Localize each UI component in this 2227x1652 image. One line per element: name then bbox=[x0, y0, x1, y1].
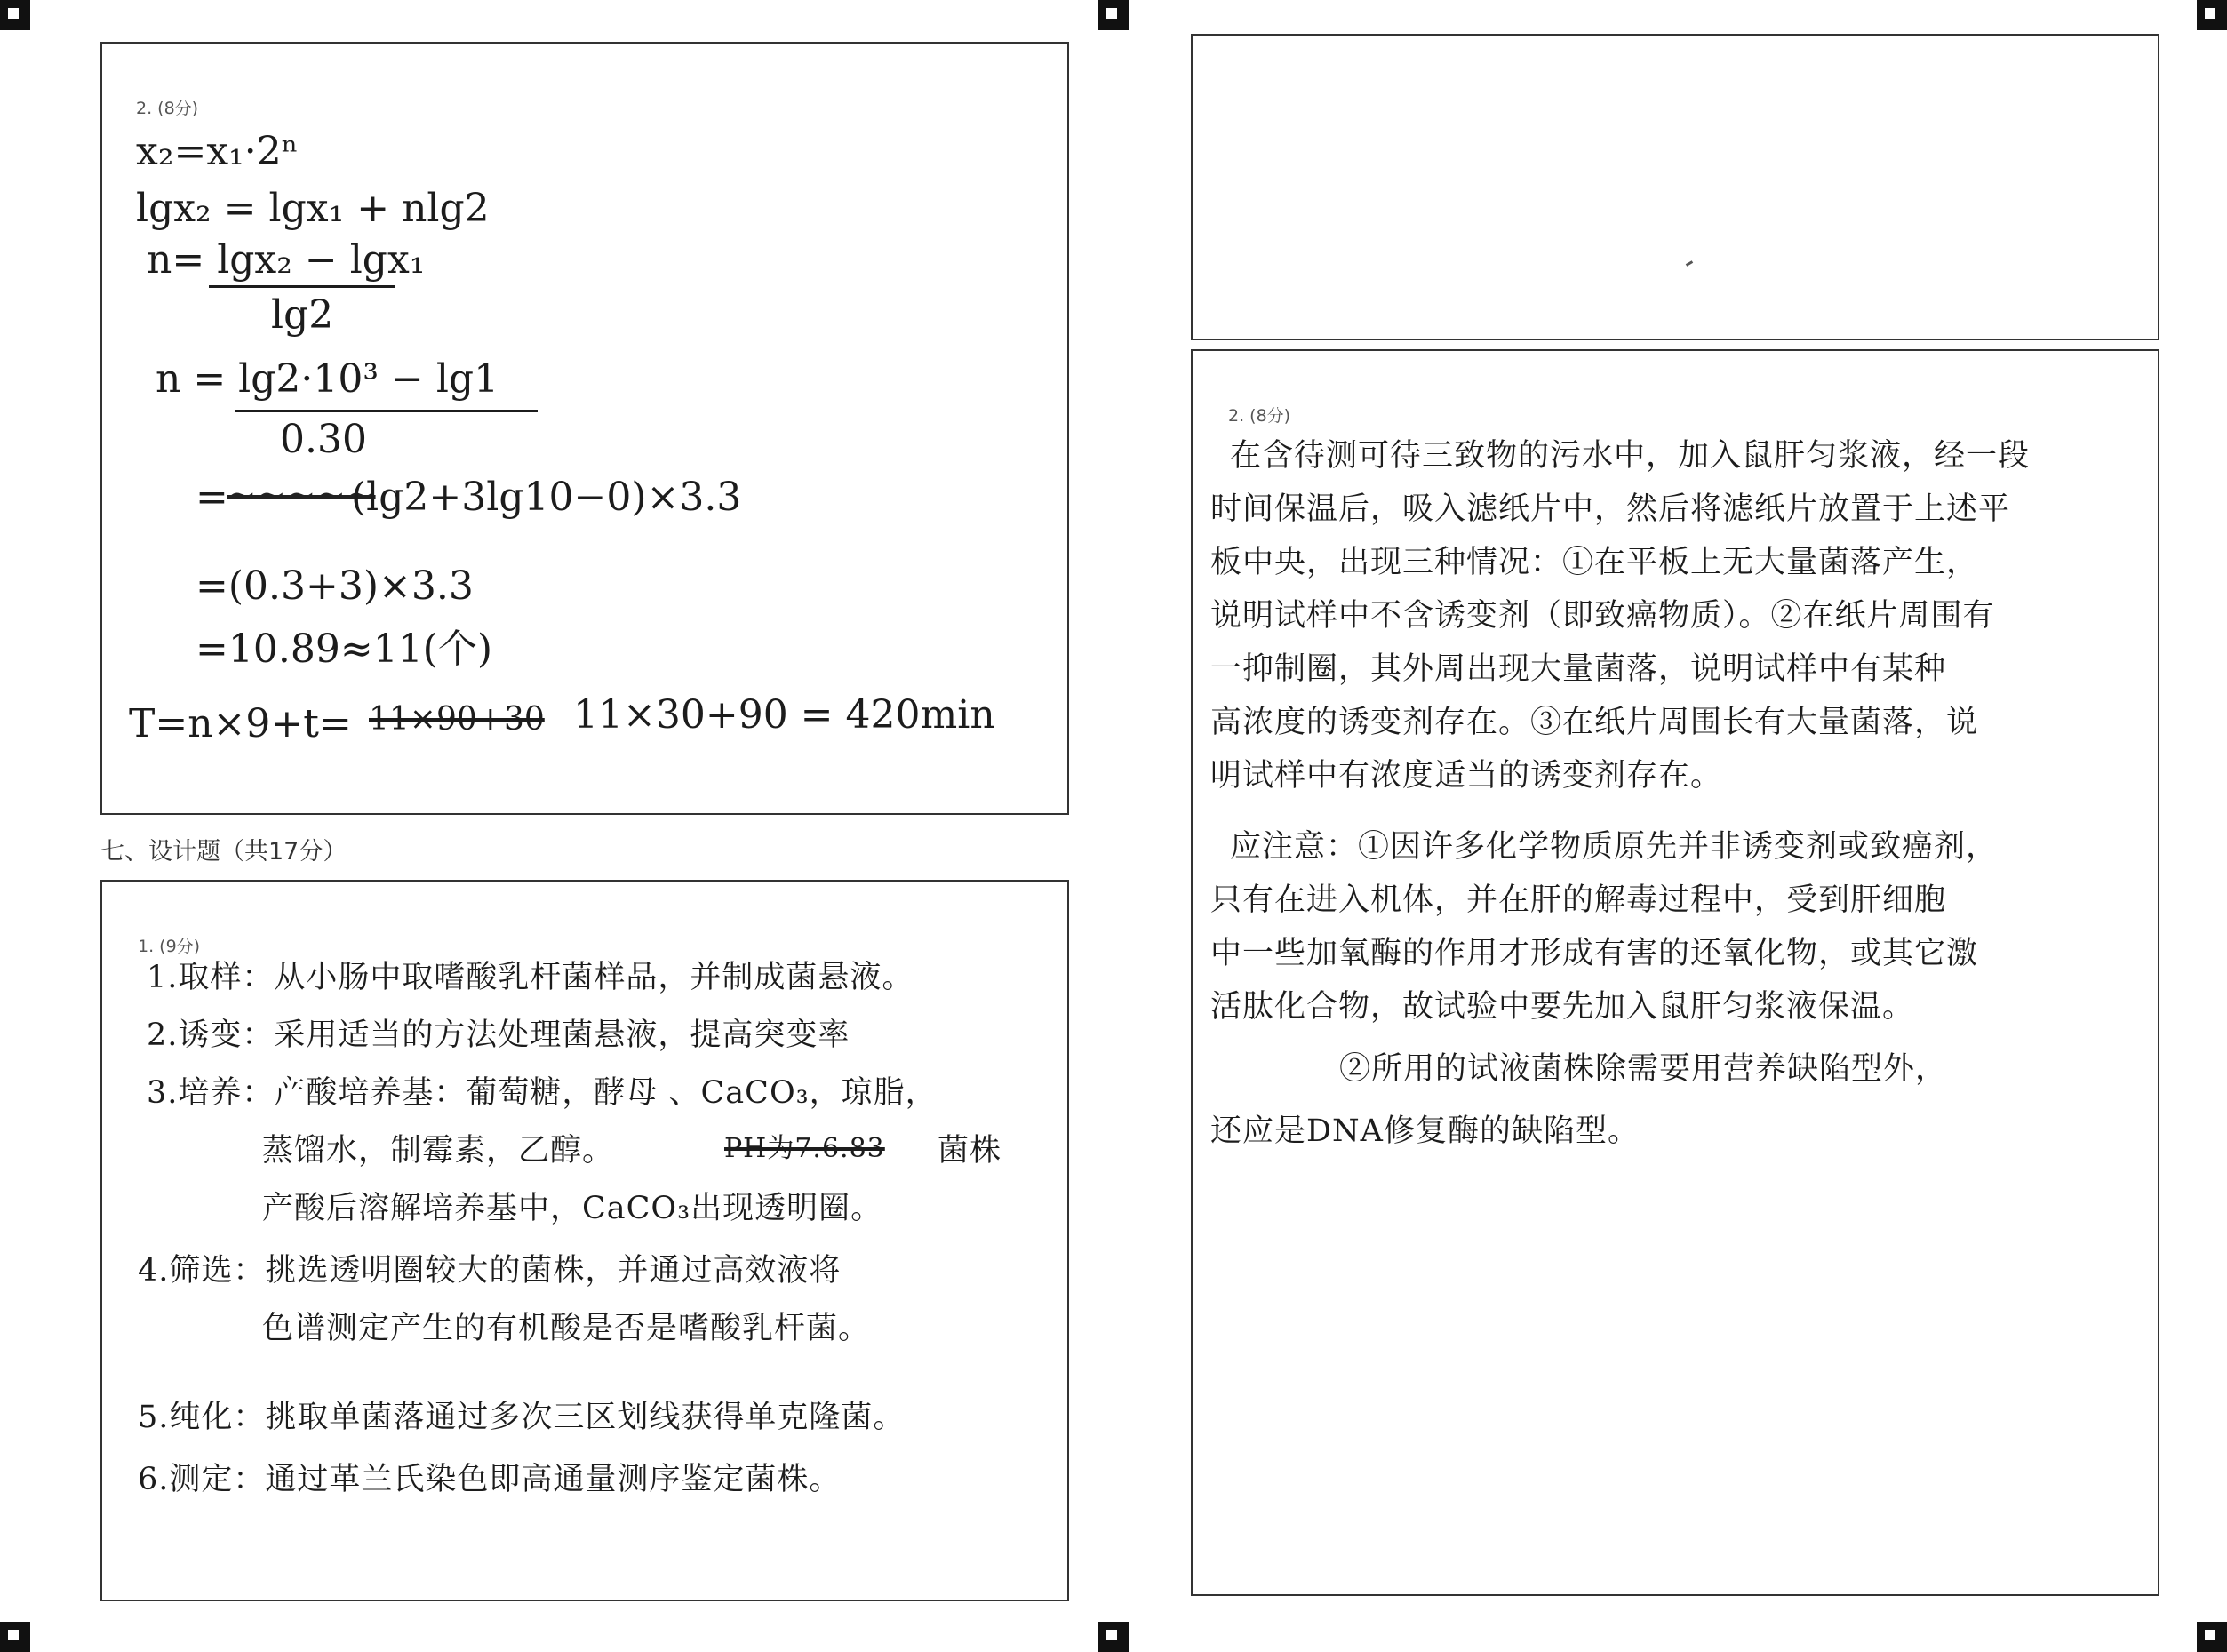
crossed-out-scribble: ~~~~~ bbox=[227, 475, 376, 516]
answer-line: 还应是DNA修复酶的缺陷型。 bbox=[1210, 1113, 1640, 1149]
answer-line: 明试样中有浓度适当的诱变剂存在。 bbox=[1210, 758, 1723, 794]
formula-equals: = bbox=[196, 475, 228, 520]
answer-box-text bbox=[1191, 349, 2159, 1596]
stray-mark bbox=[1686, 260, 1693, 267]
answer-line: 蒸馏水，制霉素，乙醇。 bbox=[262, 1133, 615, 1169]
answer-line: 应注意：①因许多化学物质原先并非诱变剂或致癌剂， bbox=[1230, 829, 1999, 865]
formula-line: x₂=x₁·2ⁿ bbox=[136, 129, 299, 174]
crossed-out-formula: 11×90+30 bbox=[369, 701, 545, 738]
corner-marker-top-center bbox=[1098, 0, 1129, 30]
section-title: 七、设计题（共17分） bbox=[100, 838, 347, 866]
answer-box-design bbox=[100, 880, 1069, 1601]
corner-marker-top-left bbox=[0, 0, 30, 30]
fraction-bar bbox=[209, 285, 395, 288]
question-label: 2. (8分) bbox=[1228, 406, 1291, 426]
formula-line: n = lg2·10³ − lg1 bbox=[156, 356, 499, 402]
answer-line: 3.培养：产酸培养基：葡萄糖，酵母 、CaCO₃，琼脂， bbox=[147, 1075, 938, 1111]
answer-line: 5.纯化：挑取单菌落通过多次三区划线获得单克隆菌。 bbox=[138, 1400, 906, 1435]
answer-line: 只有在进入机体，并在肝的解毒过程中，受到肝细胞 bbox=[1210, 882, 1947, 918]
answer-line: 中一些加氧酶的作用才形成有害的还氧化物，或其它激 bbox=[1210, 936, 1979, 971]
formula-line: (lg2+3lg10−0)×3.3 bbox=[351, 475, 742, 520]
formula-line: lgx₂ = lgx₁ + nlg2 bbox=[136, 186, 490, 231]
answer-line: 板中央，出现三种情况：①在平板上无大量菌落产生， bbox=[1210, 545, 1979, 580]
formula-line: =10.89≈11(个) bbox=[196, 626, 493, 672]
answer-line: 1.取样：从小肠中取嗜酸乳杆菌样品，并制成菌悬液。 bbox=[147, 960, 914, 995]
answer-box-blank bbox=[1191, 34, 2159, 340]
answer-line: 在含待测可待三致物的污水中，加入鼠肝匀浆液，经一段 bbox=[1230, 438, 2031, 474]
answer-line: 4.筛选：挑选透明圈较大的菌株，并通过高效液将 bbox=[138, 1253, 842, 1289]
formula-line: 0.30 bbox=[280, 417, 367, 462]
corner-marker-bottom-center bbox=[1098, 1622, 1129, 1652]
fraction-bar bbox=[235, 410, 538, 412]
answer-box-math bbox=[100, 42, 1069, 815]
answer-line: 6.测定：通过革兰氏染色即高通量测序鉴定菌株。 bbox=[138, 1462, 842, 1497]
question-label: 2. (8分) bbox=[136, 99, 199, 118]
answer-line: 活肽化合物，故试验中要先加入鼠肝匀浆液保温。 bbox=[1210, 989, 1915, 1025]
answer-line: 2.诱变：采用适当的方法处理菌悬液，提高突变率 bbox=[147, 1018, 850, 1053]
formula-line: n= lgx₂ − lgx₁ bbox=[147, 237, 426, 283]
answer-line: 产酸后溶解培养基中，CaCO₃出现透明圈。 bbox=[262, 1191, 883, 1226]
formula-line: =(0.3+3)×3.3 bbox=[196, 563, 474, 609]
answer-line: 一抑制圈，其外周出现大量菌落，说明试样中有某种 bbox=[1210, 651, 1947, 687]
answer-line: 色谱测定产生的有机酸是否是嗜酸乳杆菌。 bbox=[262, 1311, 871, 1346]
corner-marker-bottom-left bbox=[0, 1622, 30, 1652]
corner-marker-bottom-right bbox=[2197, 1622, 2227, 1652]
formula-line: 11×30+90 = 420min bbox=[573, 692, 995, 738]
question-label: 1. (9分) bbox=[138, 937, 201, 956]
answer-line: 菌株 bbox=[938, 1133, 1002, 1169]
answer-line: 高浓度的诱变剂存在。③在纸片周围长有大量菌落，说 bbox=[1210, 705, 1979, 740]
formula-line: T=n×9+t= bbox=[129, 701, 352, 746]
answer-line: 说明试样中不含诱变剂（即致癌物质）。②在纸片周围有 bbox=[1210, 598, 1995, 634]
answer-line: ②所用的试液菌株除需要用营养缺陷型外， bbox=[1339, 1051, 1948, 1087]
formula-line: lg2 bbox=[271, 292, 334, 338]
answer-line: 时间保温后，吸入滤纸片中，然后将滤纸片放置于上述平 bbox=[1210, 491, 2011, 527]
crossed-out-text: PH为7.6.83 bbox=[724, 1133, 885, 1164]
corner-marker-top-right bbox=[2197, 0, 2227, 30]
